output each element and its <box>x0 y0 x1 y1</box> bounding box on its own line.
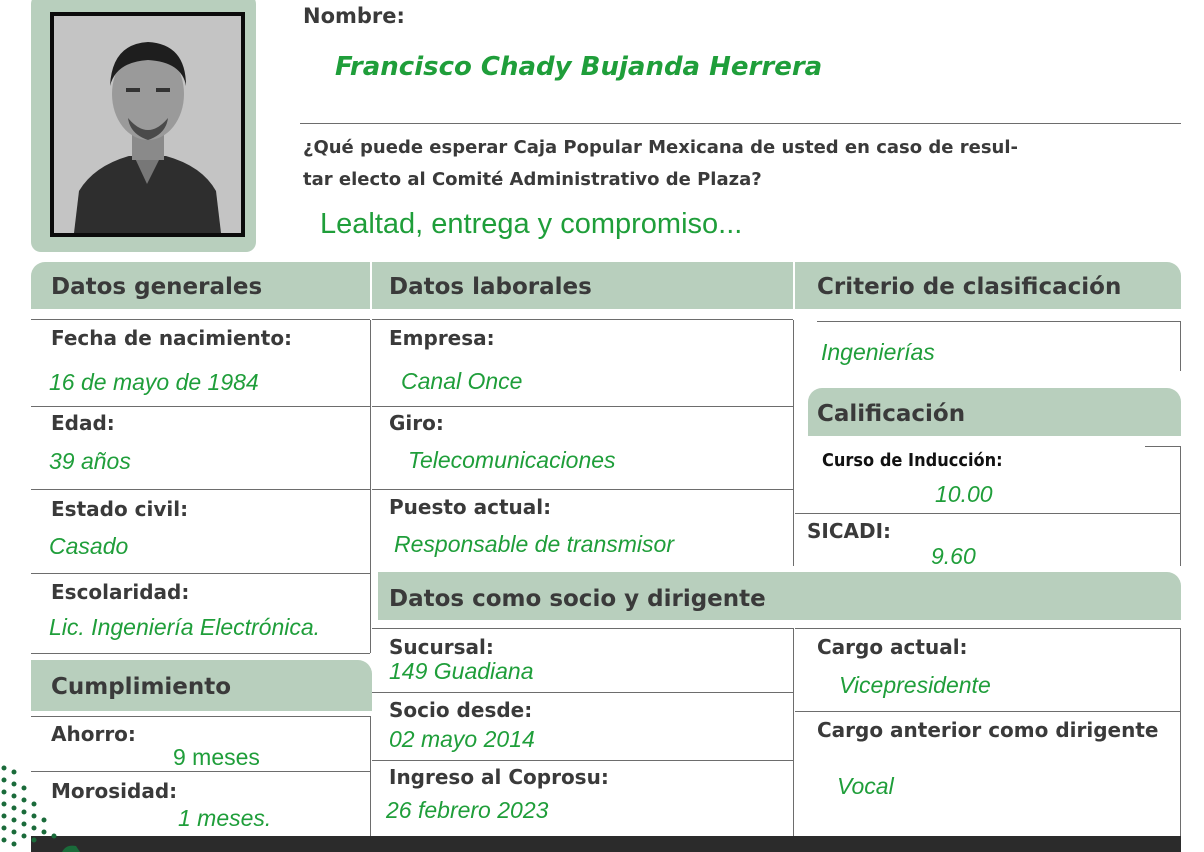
row-divider <box>795 628 1181 629</box>
estado-civil-value: Casado <box>49 533 129 559</box>
escolaridad-label: Escolaridad: <box>51 580 190 604</box>
edad-label: Edad: <box>51 411 115 435</box>
curso-induccion-value: 10.00 <box>935 481 993 507</box>
socio-desde-value: 02 mayo 2014 <box>389 726 535 752</box>
cargo-actual-label: Cargo actual: <box>817 635 968 659</box>
fecha-nacimiento-value: 16 de mayo de 1984 <box>49 369 259 395</box>
calificacion-title: Calificación <box>817 401 966 427</box>
empresa-value: Canal Once <box>401 368 523 394</box>
socio-title: Datos como socio y dirigente <box>389 586 766 612</box>
row-divider <box>795 513 1181 514</box>
question-line-1: ¿Qué puede esperar Caja Popular Mexicana de usted en caso de resul- <box>303 137 1018 158</box>
edad-value: 39 años <box>49 448 131 474</box>
morosidad-value: 1 meses. <box>178 805 272 831</box>
row-divider <box>31 319 370 320</box>
candidate-name: Francisco Chady Bujanda Herrera <box>335 52 823 82</box>
row-divider <box>1145 446 1180 447</box>
row-divider <box>372 692 793 693</box>
ingreso-coprosu-label: Ingreso al Coprosu: <box>389 765 609 789</box>
band-separator <box>370 262 372 309</box>
column-divider <box>793 320 794 566</box>
cargo-anterior-label: Cargo anterior como dirigente <box>817 718 1159 742</box>
puesto-value: Responsable de transmisor <box>394 531 674 557</box>
sicadi-label: SICADI: <box>807 519 892 543</box>
row-divider <box>795 711 1181 712</box>
column-divider <box>370 320 371 653</box>
datos-generales-title: Datos generales <box>51 274 263 300</box>
row-divider <box>31 489 370 490</box>
column-divider <box>1180 628 1181 836</box>
row-divider <box>372 489 793 490</box>
cumplimiento-title: Cumplimiento <box>51 674 232 700</box>
giro-label: Giro: <box>389 411 444 435</box>
ingreso-coprosu-value: 26 febrero 2023 <box>386 797 549 823</box>
name-label: Nombre: <box>303 4 405 28</box>
socio-desde-label: Socio desde: <box>389 698 533 722</box>
puesto-label: Puesto actual: <box>389 495 552 519</box>
column-divider <box>1180 446 1181 566</box>
fecha-nacimiento-label: Fecha de nacimiento: <box>51 326 293 350</box>
criterio-title: Criterio de clasificación <box>817 274 1122 300</box>
estado-civil-label: Estado civil: <box>51 497 189 521</box>
criterio-value: Ingenierías <box>821 339 935 365</box>
row-divider <box>372 319 793 320</box>
row-divider <box>31 406 370 407</box>
row-divider <box>31 653 370 654</box>
morosidad-label: Morosidad: <box>51 779 178 803</box>
header-divider <box>300 123 1181 124</box>
sucursal-value: 149 Guadiana <box>389 658 534 684</box>
cargo-actual-value: Vicepresidente <box>839 672 991 698</box>
candidate-answer: Lealtad, entrega y compromiso... <box>320 208 743 240</box>
escolaridad-value: Lic. Ingeniería Electrónica. <box>49 614 321 640</box>
sucursal-label: Sucursal: <box>389 635 494 659</box>
row-divider <box>372 628 793 629</box>
empresa-label: Empresa: <box>389 326 495 350</box>
row-divider <box>372 406 793 407</box>
column-divider <box>793 628 794 836</box>
person-portrait-icon <box>54 16 241 233</box>
row-divider <box>817 321 1181 322</box>
curso-induccion-label: Curso de Inducción: <box>822 450 1003 471</box>
ahorro-label: Ahorro: <box>51 722 136 746</box>
row-divider <box>372 760 793 761</box>
sicadi-value: 9.60 <box>931 543 976 569</box>
footer-bar <box>31 836 1181 852</box>
decorative-dots-icon <box>0 760 80 852</box>
cargo-anterior-value: Vocal <box>837 773 894 799</box>
question-line-2: tar electo al Comité Administrativo de Plaza? <box>303 169 762 190</box>
row-divider <box>31 771 370 772</box>
row-divider <box>31 716 370 717</box>
column-divider <box>1180 321 1181 371</box>
ahorro-value: 9 meses <box>173 744 260 770</box>
column-divider <box>370 716 371 836</box>
candidate-photo <box>50 12 245 237</box>
band-separator <box>793 262 795 309</box>
row-divider <box>31 573 370 574</box>
datos-laborales-title: Datos laborales <box>389 274 592 300</box>
giro-value: Telecomunicaciones <box>408 447 616 473</box>
